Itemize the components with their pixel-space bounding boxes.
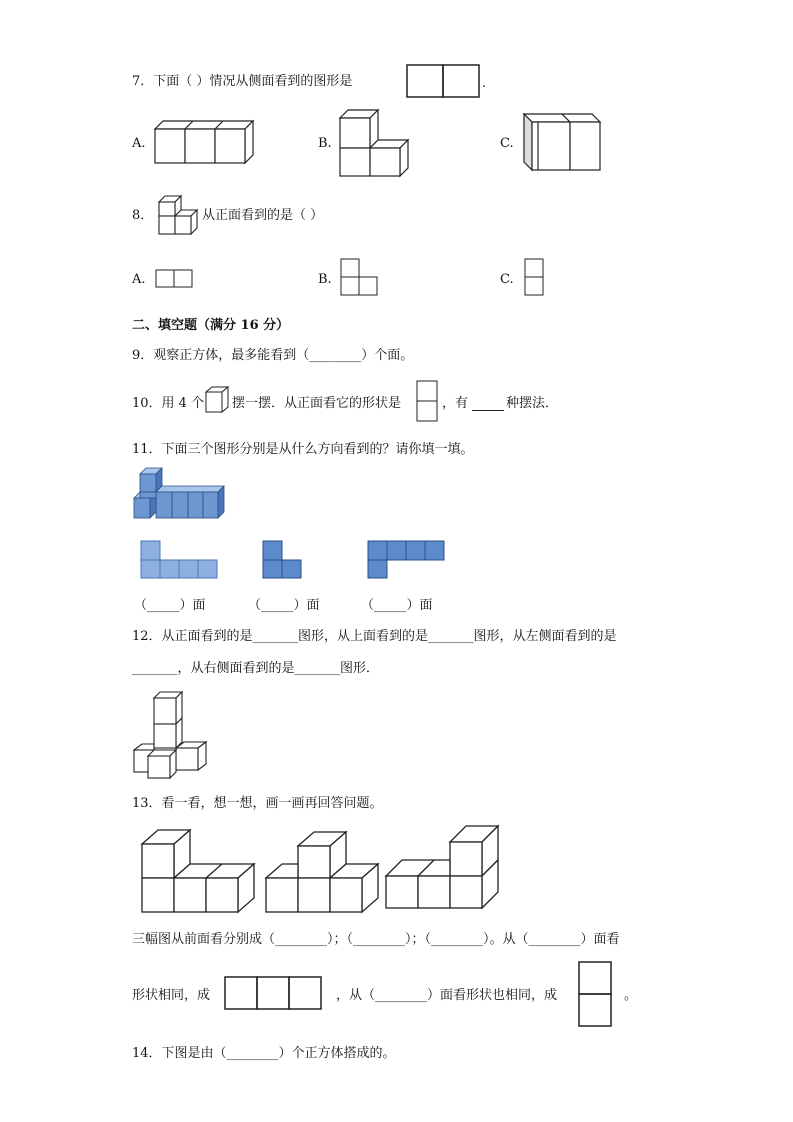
q8-option-b-figure[interactable]	[340, 258, 380, 298]
q7-period: .	[482, 76, 487, 91]
q13-answer-line2-part1: 形状相同，成	[132, 988, 211, 1003]
q13-figure-2	[264, 830, 380, 914]
q7-side-view-two-squares	[406, 64, 482, 98]
q11-blue-cube-figure	[132, 472, 226, 522]
q11-answer-1[interactable]: （_____）面	[134, 598, 206, 613]
q8-question-text: 从正面看到的是（ ）	[202, 208, 324, 223]
q7-option-c-label: C.	[500, 136, 514, 151]
q11-text: 11．下面三个图形分别是从什么方向看到的？请你填一填。	[132, 442, 474, 457]
cube-icon	[204, 386, 230, 414]
q7-question-text: 7．下面（ ）情况从侧面看到的图形是	[132, 74, 353, 89]
q12-text-line2: _______，从右侧面看到的是_______图形．	[132, 661, 380, 676]
q8-option-b-label: B.	[318, 272, 332, 287]
q13-answer-line1: 三幅图从前面看分别成（________）；（________）；（________）。从（________）面看	[132, 932, 620, 947]
q10-answer-blank[interactable]	[472, 398, 504, 411]
q13-figure-1	[140, 826, 256, 914]
q7-option-a-label: A.	[132, 136, 146, 151]
q11-view-3	[367, 540, 447, 580]
q13-figure-3	[384, 824, 502, 912]
q12-cube-stack-figure	[132, 690, 210, 782]
q10-text-part3: ，有	[442, 396, 469, 411]
q12-text-line1: 12．从正面看到的是_______图形，从上面看到的是_______图形，从左侧面看到的是	[132, 629, 617, 644]
q11-answer-2[interactable]: （_____）面	[248, 598, 320, 613]
q10-text-part2: 摆一摆．从正面看它的形状是	[232, 396, 402, 411]
q13-two-stacked-squares-figure	[578, 961, 614, 1029]
q7-option-b-label: B.	[318, 136, 332, 151]
q8-number: 8．	[132, 208, 154, 223]
q9-text: 9．观察正方体，最多能看到（________）个面。	[132, 348, 414, 363]
section-title-fill-in-blank: 二、填空题（满分 16 分）	[132, 318, 290, 333]
q13-text: 13．看一看，想一想，画一画再回答问题。	[132, 796, 383, 811]
q8-option-a-label: A.	[132, 272, 146, 287]
q7-option-b-figure[interactable]	[338, 108, 412, 180]
q8-option-a-figure[interactable]	[155, 269, 195, 289]
q13-answer-line2-end: 。	[624, 988, 638, 1003]
q8-option-c-figure[interactable]	[524, 258, 546, 298]
q10-text-part4: 种摆法．	[506, 396, 559, 411]
q14-text: 14．下图是由（________）个正方体搭成的。	[132, 1046, 396, 1061]
q13-three-squares-figure	[224, 976, 324, 1012]
q7-option-c-figure[interactable]	[522, 112, 604, 174]
q10-text-part1: 10．用 4 个	[132, 396, 205, 411]
q10-front-view-figure	[416, 380, 440, 424]
q13-answer-line2-part2: ，从（________）面看形状也相同，成	[336, 988, 558, 1003]
q8-option-c-label: C.	[500, 272, 514, 287]
q11-view-1	[140, 540, 220, 580]
q8-cube-figure	[155, 194, 199, 238]
q11-answer-3[interactable]: （_____）面	[361, 598, 433, 613]
q11-view-2	[262, 540, 304, 580]
q7-option-a-figure[interactable]	[153, 119, 255, 165]
